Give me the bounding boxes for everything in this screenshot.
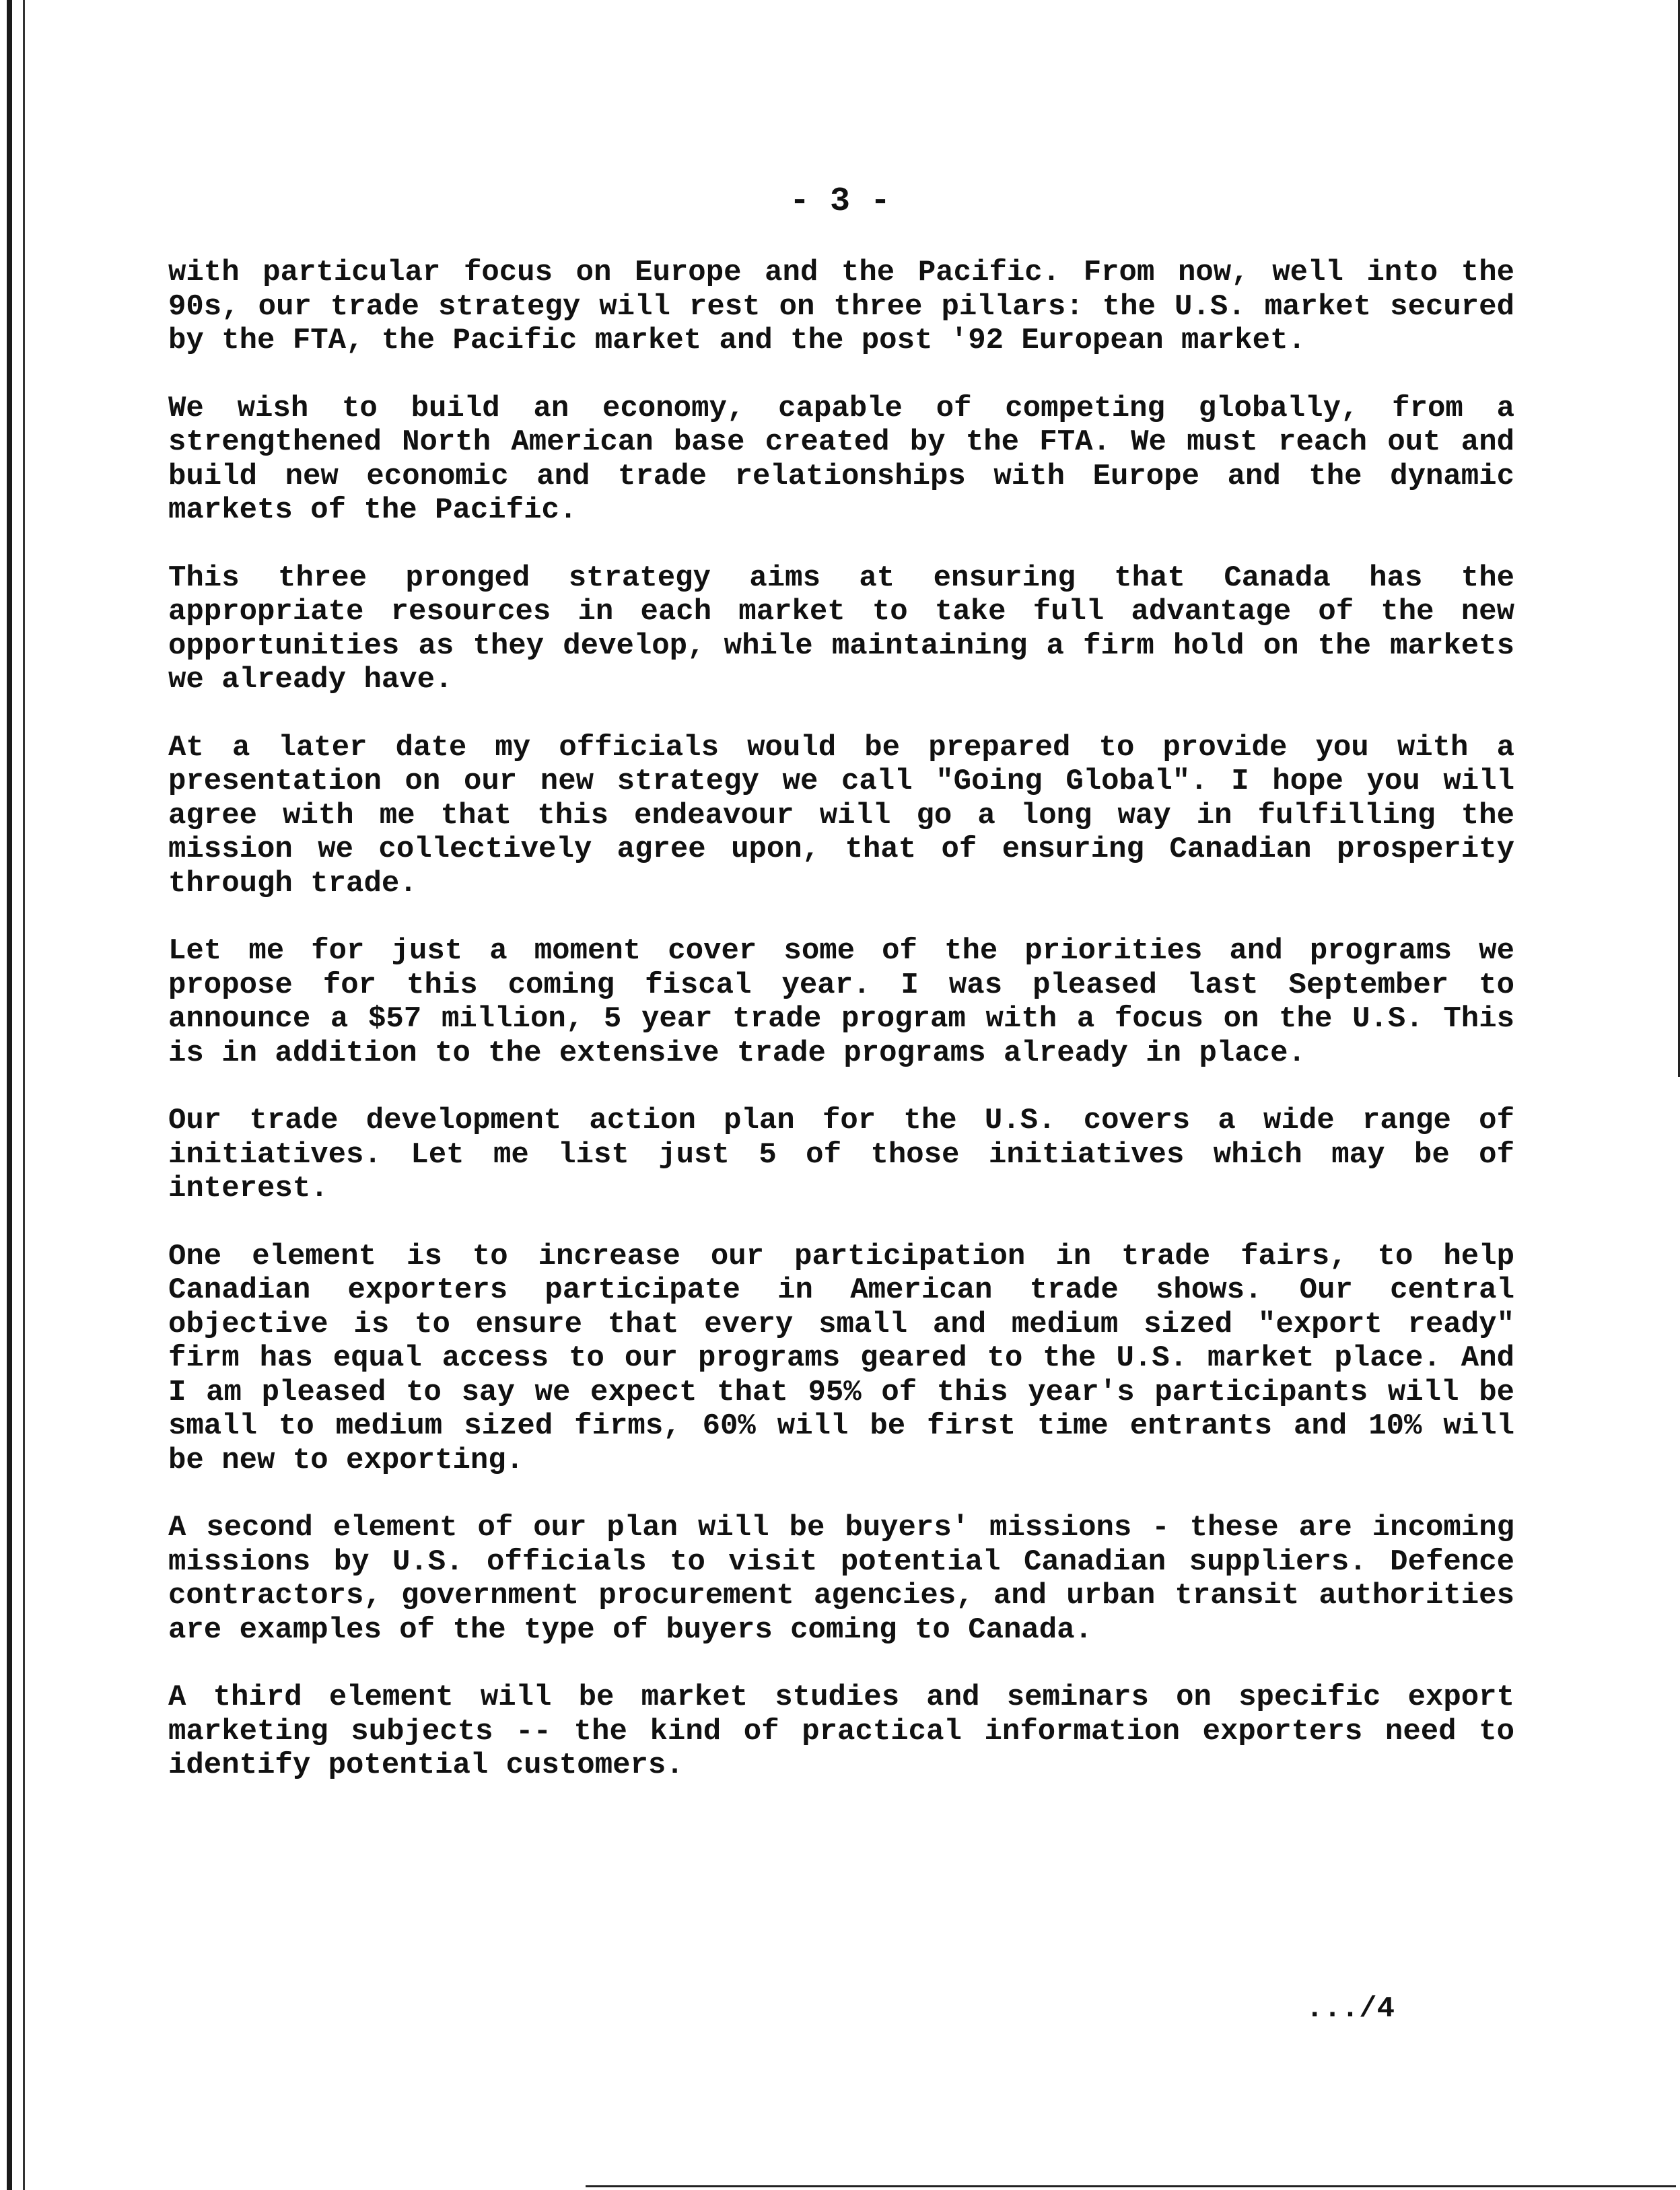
paragraph-8: A second element of our plan will be buyers' missions - these are incoming missions by U.S. officials to visit potential Canadian suppliers. Defence contractors, government procurement agencies, and urban transit authorities are examples of the type of buyers coming to Canada. bbox=[168, 1511, 1514, 1647]
paragraph-2: We wish to build an economy, capable of competing globally, from a strengthened North American base created by the FTA. We must reach out and build new economic and trade relationships with Europe and the dynamic markets of the Pacific. bbox=[168, 391, 1514, 527]
paragraph-3: This three pronged strategy aims at ensuring that Canada has the appropriate resources in each market to take full advantage of the new opportunities as they develop, while maintaining a firm hold on the markets we already have. bbox=[168, 561, 1514, 697]
body-text bbox=[168, 256, 1514, 1816]
paragraph-4: At a later date my officials would be prepared to provide you with a presentation on our new strategy we call "Going Global". I hope you will agree with me that this endeavour will go a long way in fulfilling the mission we collectively agree upon, that of ensuring Canadian prosperity through trade. bbox=[168, 730, 1514, 900]
paragraph-7: One element is to increase our participation in trade fairs, to help Canadian exporters participate in American trade shows. Our central objective is to ensure that every small and medium sized "export ready" firm has equal access to our programs geared to the U.S. market place. And I am pleased to say we expect that 95% of this year's participants will be small to medium sized firms, 60% will be first time entrants and 10% will be new to exporting. bbox=[168, 1239, 1514, 1477]
paragraph-1: with particular focus on Europe and the Pacific. From now, well into the 90s, our trade strategy will rest on three pillars: the U.S. market secured by the FTA, the Pacific market and the post '92 European market. bbox=[168, 256, 1514, 357]
continuation-marker: .../4 bbox=[1306, 1992, 1395, 2026]
scan-edge-left-inner bbox=[23, 0, 25, 2190]
page-number: - 3 - bbox=[789, 182, 891, 221]
scan-edge-bottom bbox=[586, 2185, 1676, 2187]
paragraph-6: Our trade development action plan for the U.S. covers a wide range of initiatives. Let me list just 5 of those initiatives which may be of interest. bbox=[168, 1104, 1514, 1205]
paragraph-9: A third element will be market studies and seminars on specific export marketing subjects -- the kind of practical information exporters need to identify potential customers. bbox=[168, 1681, 1514, 1782]
paragraph-5: Let me for just a moment cover some of the priorities and programs we propose for this coming fiscal year. I was pleased last September to announce a $57 million, 5 year trade program with a focus on the U.S. This is in addition to the extensive trade programs already in place. bbox=[168, 934, 1514, 1070]
scan-edge-left bbox=[7, 0, 12, 2190]
